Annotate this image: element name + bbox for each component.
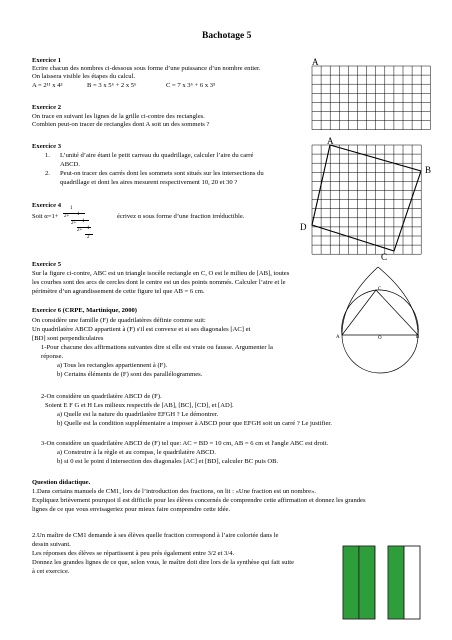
question-line: 1.Dans certains manuels de CM1, lors de l’introduction des fractions, on lit : «Une fraction est un nombre». xyxy=(32,488,317,495)
grid2-label-c: C xyxy=(381,252,388,262)
ex6-line: a) Quelle est la nature du quadrilatère EFGH ? Le démontrer. xyxy=(57,411,219,418)
ex4-heading: Exercice 4 xyxy=(32,202,61,209)
colored-part xyxy=(389,547,405,619)
ex6-line: 2-On considère un quadrilatère ABCD de (F). xyxy=(41,393,162,400)
ex3-item-text: L’unité d’aire étant le petit carreau du quadrillage, calculer l’aire du carré xyxy=(60,152,254,159)
ex6-heading: Exercice 6 (CRPE, Martinique, 2000) xyxy=(32,307,137,314)
triangle-label-o: O xyxy=(378,336,382,341)
ex4-instruction: écrivez α sous forme d’une fraction irréductible. xyxy=(117,213,245,220)
ex3-item-text: Peut-on tracer des carrés dont les sommets sont situés sur les intersections du xyxy=(60,170,264,177)
question-line: à cet exercice. xyxy=(32,568,70,575)
triangle-label-a: A xyxy=(336,335,340,340)
ex1-line: Ecrire chacun des nombres ci-dessous sous forme d’une puissance d’un nombre entier. xyxy=(32,65,261,72)
ex6-line: b) Certains éléments de (F) sont des parallélogrammes. xyxy=(57,371,203,378)
fraction-term: 2+ xyxy=(77,228,83,233)
fraction-term: 1 xyxy=(77,212,80,217)
fraction-term: 1 xyxy=(87,226,90,231)
ex5-heading: Exercice 5 xyxy=(32,261,61,268)
ex6-line: 3-On considère un quadrilatère ABCD de (F) tel que: AC = BD = 10 cm, AB = 6 cm et l'angle ABC est droit. xyxy=(41,440,329,447)
grid2-label-d: D xyxy=(300,222,307,232)
question-line: lignes de ce que vous envisageriez pour mieux faire comprendre cette idée. xyxy=(32,506,231,513)
ex5-line: les courbes sont des arcs de cercles dont le centre est un des points nommés. Calculer l’aire et le xyxy=(32,279,286,286)
ex3-item-text: ABCD. xyxy=(60,161,80,168)
ex3-item-number: 2. xyxy=(45,170,50,177)
ex6-line: réponse. xyxy=(41,353,64,360)
ex4-alpha-prefix: Soit α=1+ xyxy=(32,213,59,220)
ex6-line: a) Construire à la règle et au compas, le quadrilatère ABCD. xyxy=(57,449,216,456)
ex6-line: [BD] sont perpendiculaires xyxy=(32,335,104,342)
question-line: Donnez les grandes lignes de ce que, selon vous, le maître doit dire lors de la synthèse qui fait suite xyxy=(32,559,295,566)
ex6-line: Soient E F G et H Les milieux respectifs de [AB], [BC], [CD], et [AD]. xyxy=(45,402,234,409)
ex2-line: Combien peut-on tracer de rectangles dont A soit un des sommets ? xyxy=(32,121,210,128)
ex6-line: b) si 0 est le point d intersection des diagonales [AC] et [BD], calculer BC puis OB. xyxy=(57,458,279,465)
question-line: Expliquez brièvement pourquoi il est difficile pour les élèves concernés de comprendre cette affirmation et donnez les grandes xyxy=(32,497,366,504)
ex6-line: a) Tous les rectangles appartiennent à (F). xyxy=(57,362,168,369)
fraction-term: 1 xyxy=(82,219,85,224)
grid1-label-a: A xyxy=(312,57,319,67)
ex6-line: 1-Pour chacune des affirmations suivantes dire si elle est vraie ou fausse. Argumenter la xyxy=(41,344,273,351)
ex1-heading: Exercice 1 xyxy=(32,57,61,64)
question-line: 2.Un maître de CM1 demande à ses élèves quelle fraction correspond à l’aire coloriée dans le xyxy=(32,532,279,539)
triangle-label-b: B xyxy=(416,335,420,340)
colored-part xyxy=(344,547,360,619)
question-heading: Question didactique. xyxy=(32,479,91,486)
ex5-line: Sur la figure ci-contre, ABC est un triangle isocèle rectangle en C, O est le milieu de [AB], toutes xyxy=(32,270,290,277)
ex5-line: périmètre d’un agrandissement de cette figure tel que AB = 6 cm. xyxy=(32,288,205,295)
ex6-line: On considère une famille (F) de quadrilatères définie comme suit: xyxy=(32,317,206,324)
ex1-line: On laissera visible les étapes du calcul. xyxy=(32,73,136,80)
ex2-line: On trace en suivant les lignes de la grille ci-contre des rectangles. xyxy=(32,113,205,120)
ex1-formula-c: C = 7 x 3⁶ + 6 x 3⁵ xyxy=(166,82,216,89)
triangle-label-c: C xyxy=(378,287,382,292)
colored-part xyxy=(360,547,376,619)
fraction-term: 2 xyxy=(87,235,90,240)
ex1-formula-b: B = 3 x 5⁶ + 2 x 5⁶ xyxy=(87,82,137,89)
page-title: Bachotage 5 xyxy=(202,31,252,41)
grid2-label-a: A xyxy=(327,136,334,146)
fraction-term: 1 xyxy=(70,206,73,211)
ex2-heading: Exercice 2 xyxy=(32,104,61,111)
ex3-item-number: 1. xyxy=(45,152,50,159)
fraction-term: 2+ xyxy=(64,214,70,219)
question-line: Les réponses des élèves se répartissent à peu près également entre 3/2 et 3/4. xyxy=(32,550,235,557)
fraction-term: 2+ xyxy=(71,221,77,226)
grid2-label-b: B xyxy=(425,165,432,175)
ex6-line: b) Quelle est la condition supplémentaire a imposer à ABCD pour que EFGH soit un carré ? Le justifier. xyxy=(57,420,332,427)
question-line: dessin suivant. xyxy=(32,541,71,548)
ex3-heading: Exercice 3 xyxy=(32,143,61,150)
ex1-formula-a: A = 2¹¹ x 4³ xyxy=(32,82,63,89)
ex3-item-text: quadrillage et dont les aires mesurent respectivement 10, 20 et 30 ? xyxy=(60,179,238,186)
ex6-line: Un quadrilatère ABCD appartient à (F) s'il est convexe et si ses diagonales [AC] et xyxy=(32,326,251,333)
